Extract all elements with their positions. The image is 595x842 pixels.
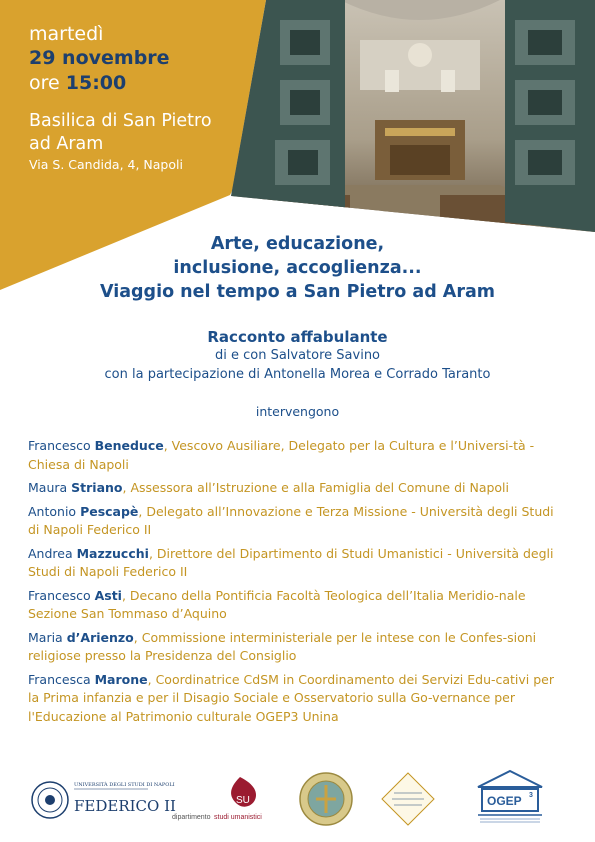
ogep-name: OGEP [487,794,522,808]
title-line-1: Arte, educazione, [210,234,385,254]
speaker-last-name: Beneduce [94,438,164,453]
event-subtitle: Racconto affabulante [207,328,388,346]
event-info [29,22,212,174]
credits-line-2: con la partecipazione di Antonella Morea e Corrado Taranto [104,367,491,382]
speaker-last-name: Striano [71,480,123,495]
ogep3-logo [470,769,550,829]
speaker-role: , Delegato all’Innovazione e Terza Missione - Università degli Studi di Napoli Federico II [28,503,554,537]
su-mark: SU [236,795,250,806]
credits-line-1: di e con Salvatore Savino [214,348,381,363]
time-value: 15:00 [65,72,127,94]
speaker-item [28,437,568,474]
pontificia-facolta-logo [298,771,354,827]
speaker-first-name: Antonio [28,503,77,519]
partner-logos [0,765,595,830]
speaker-item [28,629,568,666]
speaker-item [28,671,568,727]
speaker-role: , Assessora all’Istruzione e alla Famiglia del Comune di Napoli [122,480,510,495]
speaker-role: , Direttore del Dipartimento di Studi Umanistici - Università degli Studi di Napoli Federico II [28,545,554,579]
speaker-item [28,587,568,624]
time-prefix: ore [29,72,60,94]
title-line-2: inclusione, accoglienza... [173,258,422,278]
speaker-first-name: Francesco [28,438,91,453]
venue [29,110,212,156]
speaker-item [28,545,568,582]
speaker-first-name: Francesca [28,671,91,687]
speaker-role: , Coordinatrice CdSM in Coordinamento dei Servizi Edu-cativi per la Prima infanzia e per il Disagio Sociale e Osservatorio sulla Go-vernance per l'Educazione al Patrimonio culturale OGEP3 Unina [28,671,555,724]
title-line-3: Viaggio nel tempo a San Pietro ad Aram [99,282,496,302]
speakers-heading: intervengono [255,404,340,419]
venue-address: Via S. Candida, 4, Napoli [29,157,183,172]
speaker-last-name: d’Arienzo [66,629,134,645]
cdsm-logo [380,771,436,827]
speaker-first-name: Maria [28,629,63,645]
speaker-role: , Commissione interministeriale per le intese con le Confes-sioni religiose presso la Presidenza del Consiglio [28,629,537,663]
venue-line-2: ad Aram [29,134,104,154]
credits [0,346,595,384]
venue-line-1: Basilica di San Pietro [29,111,212,131]
dsu-name: studi umanistici [214,814,262,821]
speaker-last-name: Pescapè [80,503,139,519]
speaker-item [28,479,568,498]
federico-ii-logo [30,775,176,825]
speaker-first-name: Andrea [28,545,73,561]
studi-umanistici-logo [170,773,270,825]
speaker-item [28,503,568,540]
speaker-role: , Decano della Pontificia Facoltà Teologica dell’Italia Meridio-nale Sezione San Tommaso d’Aquino [28,587,526,621]
ogep-superscript: 3 [529,792,533,799]
federico-logo-top: UNIVERSITÀ DEGLI STUDI DI NAPOLI [74,782,175,788]
event-day: martedì [29,23,104,45]
speaker-first-name: Maura [28,480,68,495]
event-time [29,70,212,96]
speaker-last-name: Asti [94,587,122,603]
speaker-first-name: Francesco [28,587,91,603]
dsu-prefix: dipartimento [172,814,211,821]
speaker-role: , Vescovo Ausiliare, Delegato per la Cultura e l’Universi-tà - Chiesa di Napoli [28,438,535,472]
federico-logo-name: FEDERICO II [74,797,176,815]
speaker-last-name: Mazzucchi [76,545,149,561]
speaker-last-name: Marone [94,671,148,687]
event-date: 29 novembre [29,47,170,69]
event-title [0,232,595,304]
speakers-list [28,437,568,731]
